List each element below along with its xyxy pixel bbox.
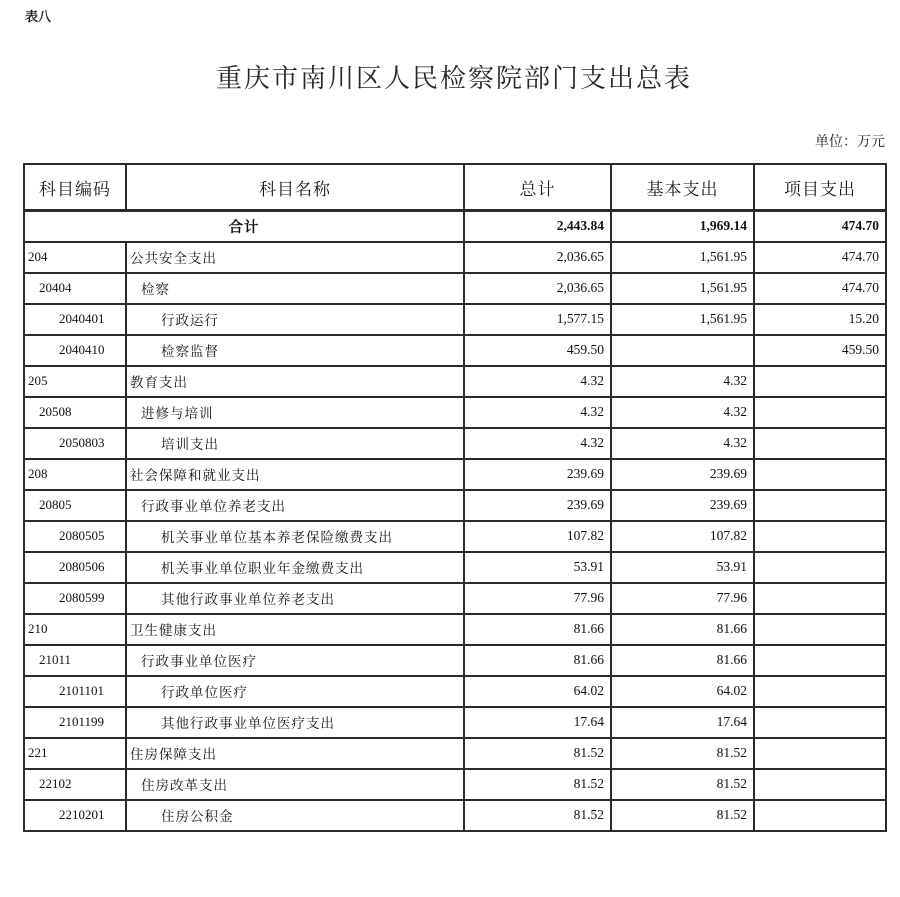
total-value-cell: 81.66 — [464, 645, 611, 676]
subject-name-cell: 住房公积金 — [126, 800, 464, 831]
total-value-cell: 4.32 — [464, 397, 611, 428]
subject-name-cell: 公共安全支出 — [126, 242, 464, 273]
subject-name-cell: 检察 — [126, 273, 464, 304]
subject-code-cell: 2210201 — [24, 800, 126, 831]
project-expenditure-cell — [754, 769, 886, 800]
subject-name-cell: 其他行政事业单位养老支出 — [126, 583, 464, 614]
subject-name-cell: 行政运行 — [126, 304, 464, 335]
subject-code-cell: 2040401 — [24, 304, 126, 335]
table-row — [24, 583, 886, 614]
expenditure-table — [23, 163, 887, 832]
subject-name-cell: 进修与培训 — [126, 397, 464, 428]
total-value-cell: 459.50 — [464, 335, 611, 366]
table-row — [24, 552, 886, 583]
subject-name-cell: 住房改革支出 — [126, 769, 464, 800]
grand-total-row — [24, 211, 886, 242]
unit-label: 单位：万元 — [815, 135, 885, 150]
grand-total-project: 474.70 — [754, 211, 886, 242]
header-project-expenditure: 项目支出 — [754, 164, 886, 211]
basic-expenditure-cell: 53.91 — [611, 552, 754, 583]
basic-expenditure-cell: 17.64 — [611, 707, 754, 738]
subject-code-cell: 208 — [24, 459, 126, 490]
subject-code-cell: 221 — [24, 738, 126, 769]
table-row — [24, 366, 886, 397]
grand-total-basic: 1,969.14 — [611, 211, 754, 242]
total-value-cell: 81.52 — [464, 769, 611, 800]
basic-expenditure-cell: 81.66 — [611, 645, 754, 676]
table-row — [24, 335, 886, 366]
subject-name-cell: 机关事业单位基本养老保险缴费支出 — [126, 521, 464, 552]
project-expenditure-cell: 474.70 — [754, 273, 886, 304]
table-number-label: 表八 — [25, 9, 52, 24]
subject-code-cell: 22102 — [24, 769, 126, 800]
subject-code-cell: 20805 — [24, 490, 126, 521]
subject-name-cell: 教育支出 — [126, 366, 464, 397]
table-row — [24, 614, 886, 645]
basic-expenditure-cell: 81.52 — [611, 800, 754, 831]
table-row — [24, 459, 886, 490]
header-basic-expenditure: 基本支出 — [611, 164, 754, 211]
project-expenditure-cell — [754, 490, 886, 521]
table-body — [24, 211, 886, 831]
table-row — [24, 707, 886, 738]
total-value-cell: 81.52 — [464, 738, 611, 769]
basic-expenditure-cell: 4.32 — [611, 366, 754, 397]
table-row — [24, 738, 886, 769]
total-value-cell: 4.32 — [464, 366, 611, 397]
basic-expenditure-cell: 81.52 — [611, 769, 754, 800]
subject-name-cell: 检察监督 — [126, 335, 464, 366]
subject-code-cell: 2050803 — [24, 428, 126, 459]
basic-expenditure-cell: 1,561.95 — [611, 273, 754, 304]
project-expenditure-cell: 15.20 — [754, 304, 886, 335]
basic-expenditure-cell: 4.32 — [611, 397, 754, 428]
total-value-cell: 81.52 — [464, 800, 611, 831]
project-expenditure-cell — [754, 800, 886, 831]
subject-name-cell: 培训支出 — [126, 428, 464, 459]
basic-expenditure-cell: 77.96 — [611, 583, 754, 614]
subject-code-cell: 2040410 — [24, 335, 126, 366]
subject-code-cell: 2101101 — [24, 676, 126, 707]
subject-code-cell: 2080506 — [24, 552, 126, 583]
project-expenditure-cell — [754, 397, 886, 428]
table-row — [24, 645, 886, 676]
basic-expenditure-cell: 107.82 — [611, 521, 754, 552]
table-row — [24, 397, 886, 428]
total-value-cell: 77.96 — [464, 583, 611, 614]
page-title: 重庆市南川区人民检察院部门支出总表 — [215, 64, 692, 93]
project-expenditure-cell — [754, 459, 886, 490]
basic-expenditure-cell: 239.69 — [611, 459, 754, 490]
total-value-cell: 107.82 — [464, 521, 611, 552]
subject-code-cell: 2101199 — [24, 707, 126, 738]
project-expenditure-cell — [754, 552, 886, 583]
subject-code-cell: 2080599 — [24, 583, 126, 614]
table-row — [24, 521, 886, 552]
basic-expenditure-cell: 81.66 — [611, 614, 754, 645]
header-subject-name: 科目名称 — [126, 164, 464, 211]
basic-expenditure-cell — [611, 335, 754, 366]
total-value-cell: 53.91 — [464, 552, 611, 583]
basic-expenditure-cell: 4.32 — [611, 428, 754, 459]
total-value-cell: 2,036.65 — [464, 242, 611, 273]
basic-expenditure-cell: 1,561.95 — [611, 304, 754, 335]
project-expenditure-cell: 474.70 — [754, 242, 886, 273]
subject-code-cell: 20404 — [24, 273, 126, 304]
project-expenditure-cell: 459.50 — [754, 335, 886, 366]
table-row — [24, 304, 886, 335]
project-expenditure-cell — [754, 707, 886, 738]
subject-name-cell: 行政单位医疗 — [126, 676, 464, 707]
basic-expenditure-cell: 239.69 — [611, 490, 754, 521]
subject-code-cell: 20508 — [24, 397, 126, 428]
total-value-cell: 239.69 — [464, 490, 611, 521]
basic-expenditure-cell: 1,561.95 — [611, 242, 754, 273]
project-expenditure-cell — [754, 738, 886, 769]
subject-name-cell: 社会保障和就业支出 — [126, 459, 464, 490]
subject-name-cell: 卫生健康支出 — [126, 614, 464, 645]
table-row — [24, 273, 886, 304]
total-value-cell: 17.64 — [464, 707, 611, 738]
subject-code-cell: 210 — [24, 614, 126, 645]
table-row — [24, 242, 886, 273]
project-expenditure-cell — [754, 428, 886, 459]
grand-total-label: 合计 — [24, 211, 464, 242]
table-row — [24, 800, 886, 831]
subject-code-cell: 21011 — [24, 645, 126, 676]
total-value-cell: 239.69 — [464, 459, 611, 490]
subject-code-cell: 204 — [24, 242, 126, 273]
header-row — [24, 164, 886, 211]
subject-name-cell: 其他行政事业单位医疗支出 — [126, 707, 464, 738]
header-total: 总计 — [464, 164, 611, 211]
table-header — [24, 164, 886, 211]
total-value-cell: 81.66 — [464, 614, 611, 645]
total-value-cell: 2,036.65 — [464, 273, 611, 304]
table-row — [24, 769, 886, 800]
project-expenditure-cell — [754, 614, 886, 645]
project-expenditure-cell — [754, 521, 886, 552]
subject-code-cell: 205 — [24, 366, 126, 397]
subject-name-cell: 行政事业单位养老支出 — [126, 490, 464, 521]
subject-name-cell: 住房保障支出 — [126, 738, 464, 769]
subject-name-cell: 行政事业单位医疗 — [126, 645, 464, 676]
subject-name-cell: 机关事业单位职业年金缴费支出 — [126, 552, 464, 583]
table-row — [24, 676, 886, 707]
subject-code-cell: 2080505 — [24, 521, 126, 552]
total-value-cell: 64.02 — [464, 676, 611, 707]
total-value-cell: 4.32 — [464, 428, 611, 459]
total-value-cell: 1,577.15 — [464, 304, 611, 335]
grand-total-sum: 2,443.84 — [464, 211, 611, 242]
project-expenditure-cell — [754, 676, 886, 707]
project-expenditure-cell — [754, 645, 886, 676]
basic-expenditure-cell: 64.02 — [611, 676, 754, 707]
project-expenditure-cell — [754, 583, 886, 614]
project-expenditure-cell — [754, 366, 886, 397]
header-subject-code: 科目编码 — [24, 164, 126, 211]
table-row — [24, 490, 886, 521]
table-row — [24, 428, 886, 459]
basic-expenditure-cell: 81.52 — [611, 738, 754, 769]
